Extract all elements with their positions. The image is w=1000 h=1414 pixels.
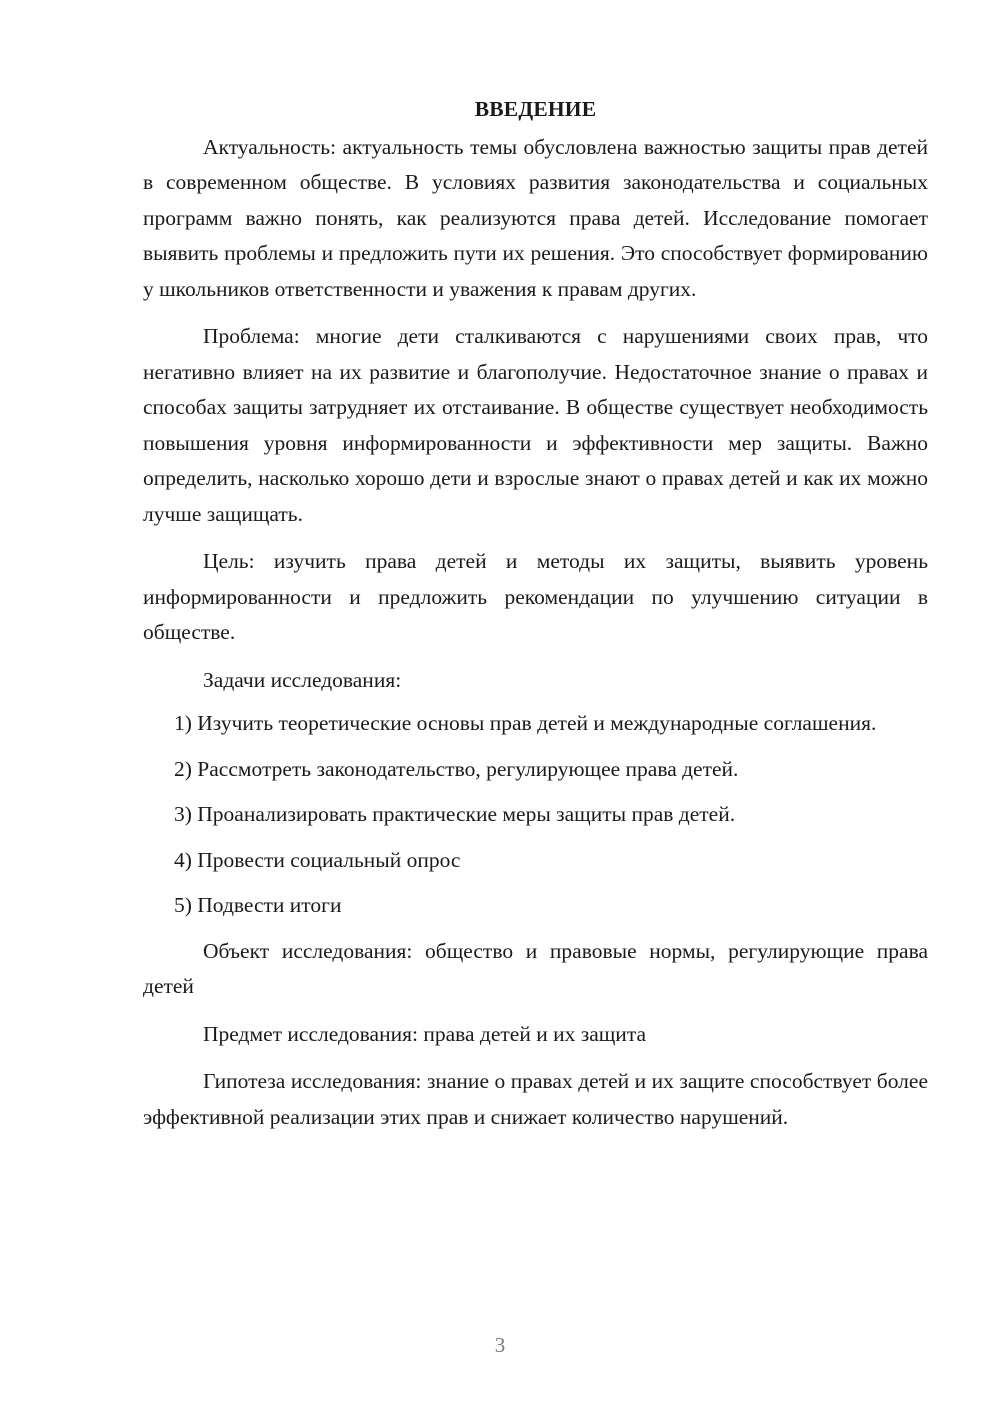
task-item: 3) Проанализировать практические меры защиты прав детей.: [174, 802, 736, 826]
problem-paragraph: Проблема: многие дети сталкиваются с нарушениями своих прав, что негативно влияет на их развитие и благополучие. Недостаточное знание о правах и способах защиты затрудняет их отстаивание. В обществе существует необходимость повышения уровня информированности и эффективности мер защиты. Важно определить, насколько хорошо дети и взрослые знают о правах детей и как их можно лучше защищать.: [143, 324, 928, 526]
task-item: 5) Подвести итоги: [174, 893, 342, 917]
task-item: 2) Рассмотреть законодательство, регулирующее права детей.: [174, 756, 739, 781]
object-paragraph: Объект исследования: общество и правовые нормы, регулирующие права детей: [143, 938, 928, 998]
section-title: ВВЕДЕНИЕ: [474, 97, 597, 121]
page-number: 3: [494, 1333, 506, 1357]
hypothesis-paragraph: Гипотеза исследования: знание о правах детей и их защите способствует более эффективной реализации этих прав и снижает количество нарушений.: [143, 1069, 928, 1129]
relevance-paragraph: Актуальность: актуальность темы обусловлена важностью защиты прав детей в современном обществе. В условиях развития законодательства и социальных программ важно понять, как реализуются права детей. Исследование помогает выявить проблемы и предложить пути их решения. Это способствует формированию у школьников ответственности и уважения к правам других.: [143, 134, 928, 301]
tasks-heading: Задачи исследования:: [203, 667, 402, 692]
subject-paragraph: Предмет исследования: права детей и их защита: [203, 1021, 647, 1046]
task-item: 4) Провести социальный опрос: [174, 847, 461, 872]
goal-paragraph: Цель: изучить права детей и методы их защиты, выявить уровень информированности и предложить рекомендации по улучшению ситуации в обществе.: [143, 549, 928, 644]
task-item: 1) Изучить теоретические основы прав детей и международные соглашения.: [174, 711, 877, 735]
document-body: [143, 92, 928, 1147]
